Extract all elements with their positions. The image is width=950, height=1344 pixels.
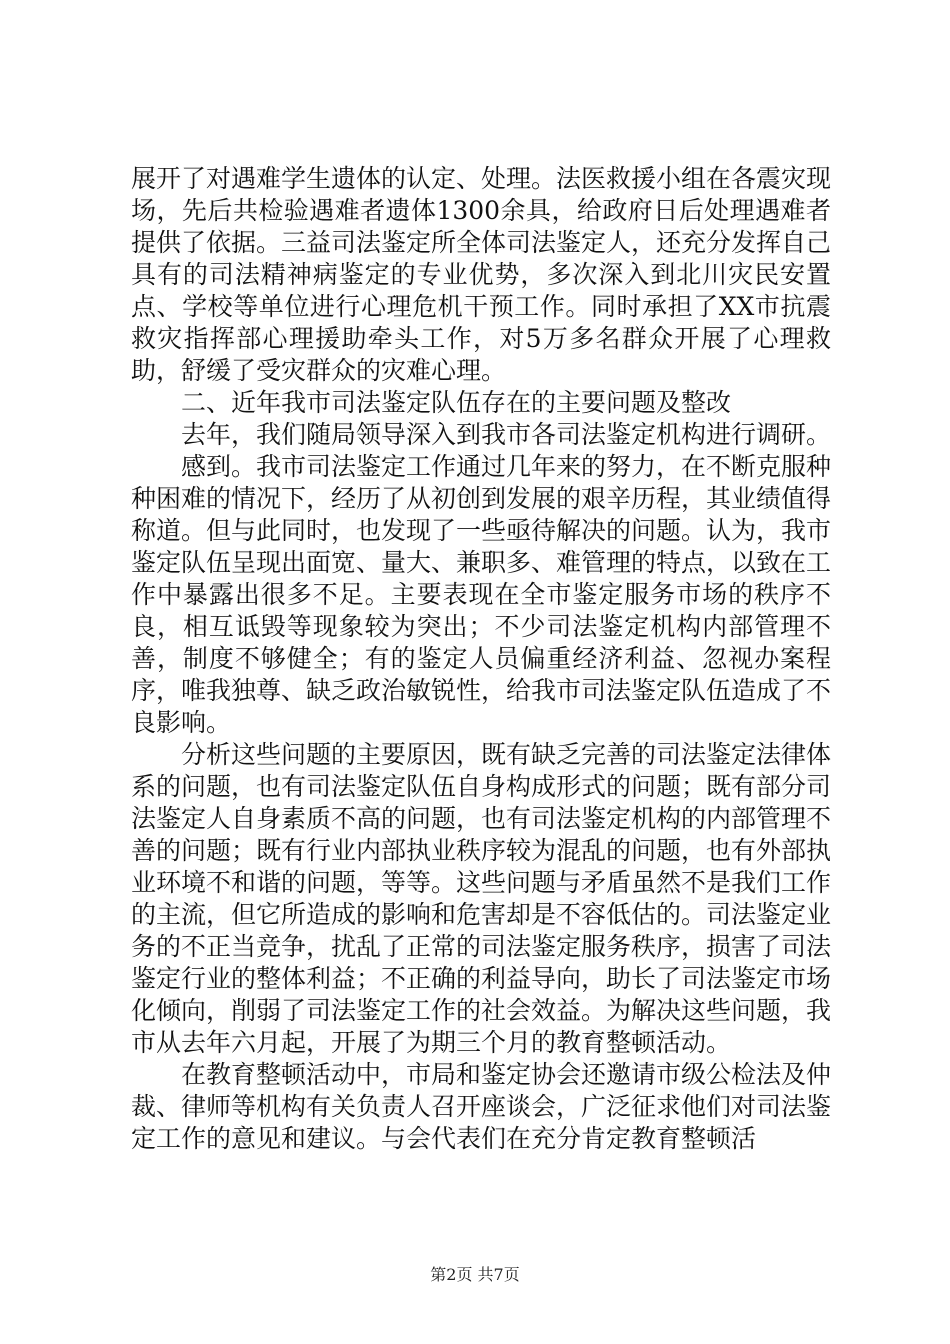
section-heading-problems: 二、近年我市司法鉴定队伍存在的主要问题及整改 (181, 388, 732, 417)
text-block-main (131, 451, 831, 1155)
paragraph-earthquake-relief: 展开了对遇难学生遗体的认定、处理。法医救援小组在各震灾现场，先后共检验遇难者遗体1300余具，给政府日后处理遇难者提供了依据。三益司法鉴定所全体司法鉴定人，还充分发挥自己具有的司法精神病鉴定的专业优势，多次深入到北川灾民安置点、学校等单位进行心理危机干预工作。同时承担了XX市抗震救灾指挥部心理援助牵头工作，对5万多名群众开展了心理救助，舒缓了受灾群众的灾难心理。 (131, 164, 832, 385)
text-block-top (131, 163, 831, 451)
paragraph-causes: 分析这些问题的主要原因，既有缺乏完善的司法鉴定法律体系的问题，也有司法鉴定队伍自身构成形式的问题；既有部分司法鉴定人自身素质不高的问题，也有司法鉴定机构的内部管理不善的问题；既有行业内部执业秩序较为混乱的问题，也有外部执业环境不和谐的问题，等等。这些问题与矛盾虽然不是我们工作的主流，但它所造成的影响和危害却是不容低估的。司法鉴定业务的不正当竞争，扰乱了正常的司法鉴定服务秩序，损害了司法鉴定行业的整体利益；不正确的利益导向，助长了司法鉴定市场化倾向，削弱了司法鉴定工作的社会效益。为解决这些问题，我市从去年六月起，开展了为期三个月的教育整顿活动。 (131, 740, 832, 1057)
page-number-footer: 第2页 共7页 (430, 1265, 520, 1284)
paragraph-findings: 感到。我市司法鉴定工作通过几年来的努力，在不断克服种种困难的情况下，经历了从初创到发展的艰辛历程，其业绩值得称道。但与此同时，也发现了一些亟待解决的问题。认为，我市鉴定队伍呈现出面宽、量大、兼职多、难管理的特点，以致在工作中暴露出很多不足。主要表现在全市鉴定服务市场的秩序不良，相互诋毁等现象较为突出；不少司法鉴定机构内部管理不善，制度不够健全；有的鉴定人员偏重经济利益、忽视办案程序，唯我独尊、缺乏政治敏锐性，给我市司法鉴定队伍造成了不良影响。 (131, 452, 832, 737)
paragraph-research-intro: 去年，我们随局领导深入到我市各司法鉴定机构进行调研。 (181, 420, 832, 449)
paragraph-symposium: 在教育整顿活动中，市局和鉴定协会还邀请市级公检法及仲裁、律师等机构有关负责人召开座谈会，广泛征求他们对司法鉴定工作的意见和建议。与会代表们在充分肯定教育整顿活 (131, 1060, 832, 1153)
